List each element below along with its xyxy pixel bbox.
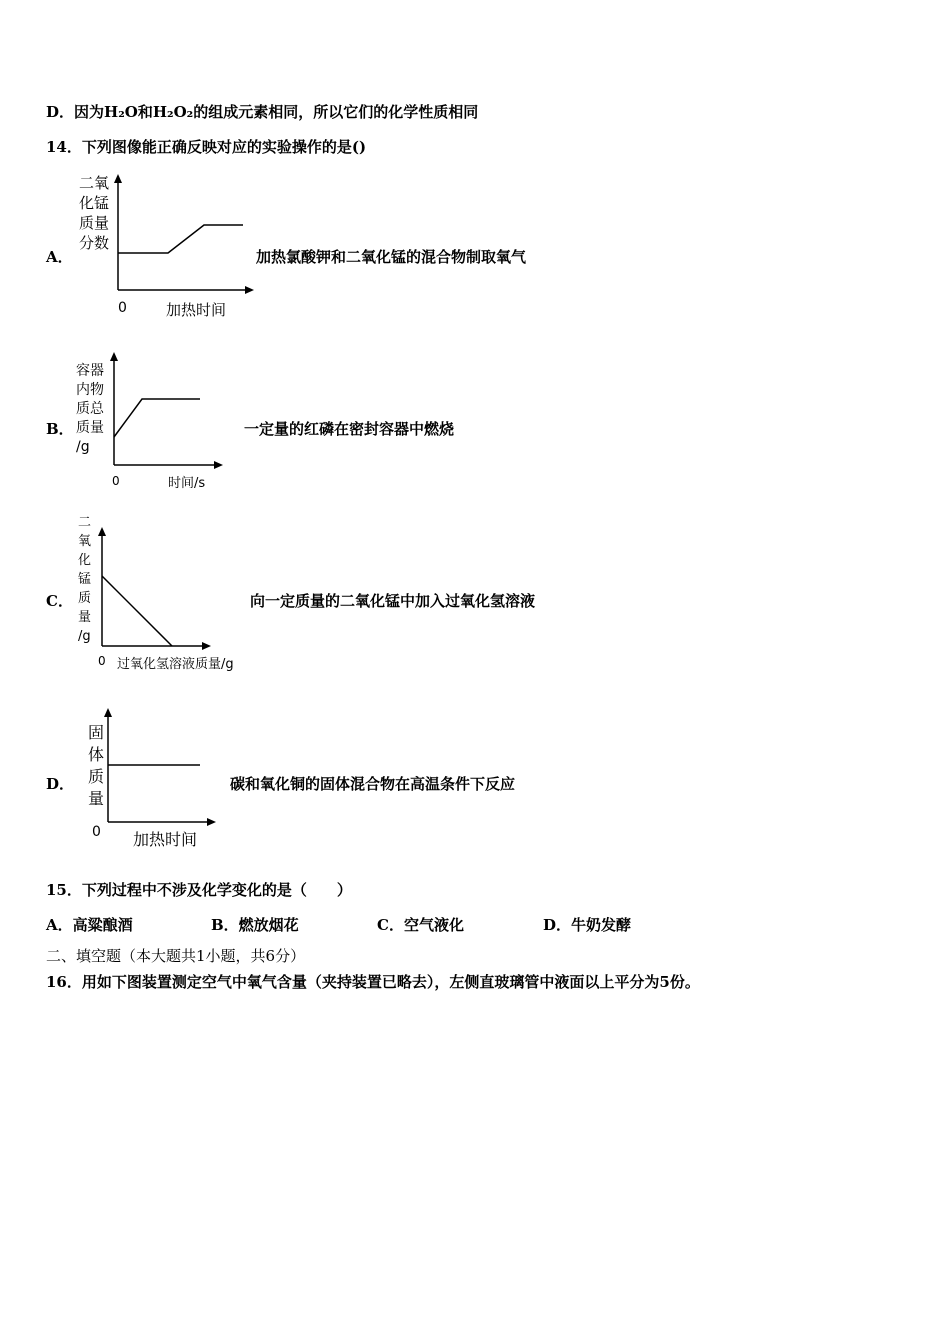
q14-a-ylabel-line: 化锰 [79, 194, 110, 212]
q14-a-ylabel-line: 分数 [79, 234, 110, 252]
q14-b-ylabel [76, 362, 104, 457]
q15-stem: 15．下列过程中不涉及化学变化的是（ ） [46, 881, 352, 899]
q14-option-c-label: C． [46, 592, 73, 610]
q14-b-graph [104, 350, 229, 472]
q14-c-ylabel-line: 氧 [78, 534, 92, 549]
x-axis-arrow [202, 642, 211, 650]
q14-a-xlabel: 加热时间 [166, 301, 227, 319]
y-axis-arrow [98, 527, 106, 536]
q14-b-ylabel-line: 质量 [76, 420, 104, 436]
q14-option-a-desc: 加热氯酸钾和二氧化锰的混合物制取氧气 [256, 248, 527, 266]
curve [102, 576, 172, 646]
q14-d-ylabel-line: 固 [88, 723, 105, 742]
section-title: 二、填空题（本大题共1小题，共6分） [46, 947, 306, 965]
q14-option-d-label: D． [46, 775, 75, 793]
q14-b-xlabel: 时间/s [168, 476, 206, 491]
q15-option-d: D．牛奶发酵 [543, 916, 632, 934]
q14-option-c-desc: 向一定质量的二氧化锰中加入过氧化氢溶液 [250, 592, 536, 610]
q15-option-b: B．燃放烟花 [211, 916, 299, 934]
q14-c-ylabel-line: /g [78, 629, 91, 644]
q14-b-ylabel-line: /g [76, 439, 90, 455]
curve [114, 399, 200, 437]
q14-a-ylabel [79, 173, 109, 253]
q14-c-ylabel-line: 锰 [78, 572, 92, 587]
y-axis-arrow [104, 708, 112, 717]
q14-c-ylabel-line: 化 [78, 553, 92, 568]
q13-option-d-label: D． [46, 103, 75, 121]
x-axis-arrow [207, 818, 216, 826]
y-axis-arrow [114, 174, 122, 183]
q14-c-graph [92, 525, 217, 653]
q14-c-ylabel-line: 二 [78, 515, 92, 530]
q14-option-d-desc: 碳和氧化铜的固体混合物在高温条件下反应 [230, 775, 516, 793]
q15-option-c: C．空气液化 [377, 916, 464, 934]
q14-d-ylabel-line: 体 [88, 745, 105, 764]
q14-d-ylabel-line: 量 [88, 789, 105, 808]
q14-c-ylabel-line: 质 [78, 591, 92, 606]
x-axis-arrow [245, 286, 254, 294]
q14-c-ylabel [78, 513, 91, 646]
q14-c-xlabel: 过氧化氢溶液质量/g [117, 657, 234, 672]
q14-a-ylabel-line: 质量 [79, 214, 110, 232]
q14-d-xlabel: 加热时间 [133, 830, 198, 849]
q14-d-origin: 0 [92, 824, 101, 840]
q14-a-graph [108, 172, 258, 297]
q14-b-origin: 0 [112, 474, 120, 488]
q16-stem: 16．用如下图装置测定空气中氧气含量（夹持装置已略去），左侧直玻璃管中液面以上平分为5份。 [46, 973, 700, 991]
y-axis-arrow [110, 352, 118, 361]
q14-b-ylabel-line: 容器 [76, 363, 104, 379]
q14-c-origin: 0 [98, 654, 106, 668]
q14-c-ylabel-line: 量 [78, 610, 92, 625]
q14-a-origin: 0 [118, 300, 127, 316]
q15-option-a: A．高粱酿酒 [46, 916, 133, 934]
q14-d-graph [98, 706, 223, 828]
q14-a-ylabel-line: 二氧 [79, 174, 110, 192]
q14-stem: 14．下列图像能正确反映对应的实验操作的是() [46, 138, 367, 156]
q13-option-d [46, 103, 478, 121]
q14-d-ylabel-line: 质 [88, 767, 105, 786]
x-axis-arrow [214, 461, 223, 469]
q14-b-ylabel-line: 质总 [76, 401, 104, 417]
q14-option-a-label: A． [46, 248, 73, 266]
q14-option-b-desc: 一定量的红磷在密封容器中燃烧 [244, 420, 455, 438]
q14-b-ylabel-line: 内物 [76, 382, 104, 398]
q14-option-b-label: B． [46, 420, 74, 438]
curve [118, 225, 243, 253]
q13-option-d-text: 因为H₂O和H₂O₂的组成元素相同，所以它们的化学性质相同 [74, 103, 479, 121]
